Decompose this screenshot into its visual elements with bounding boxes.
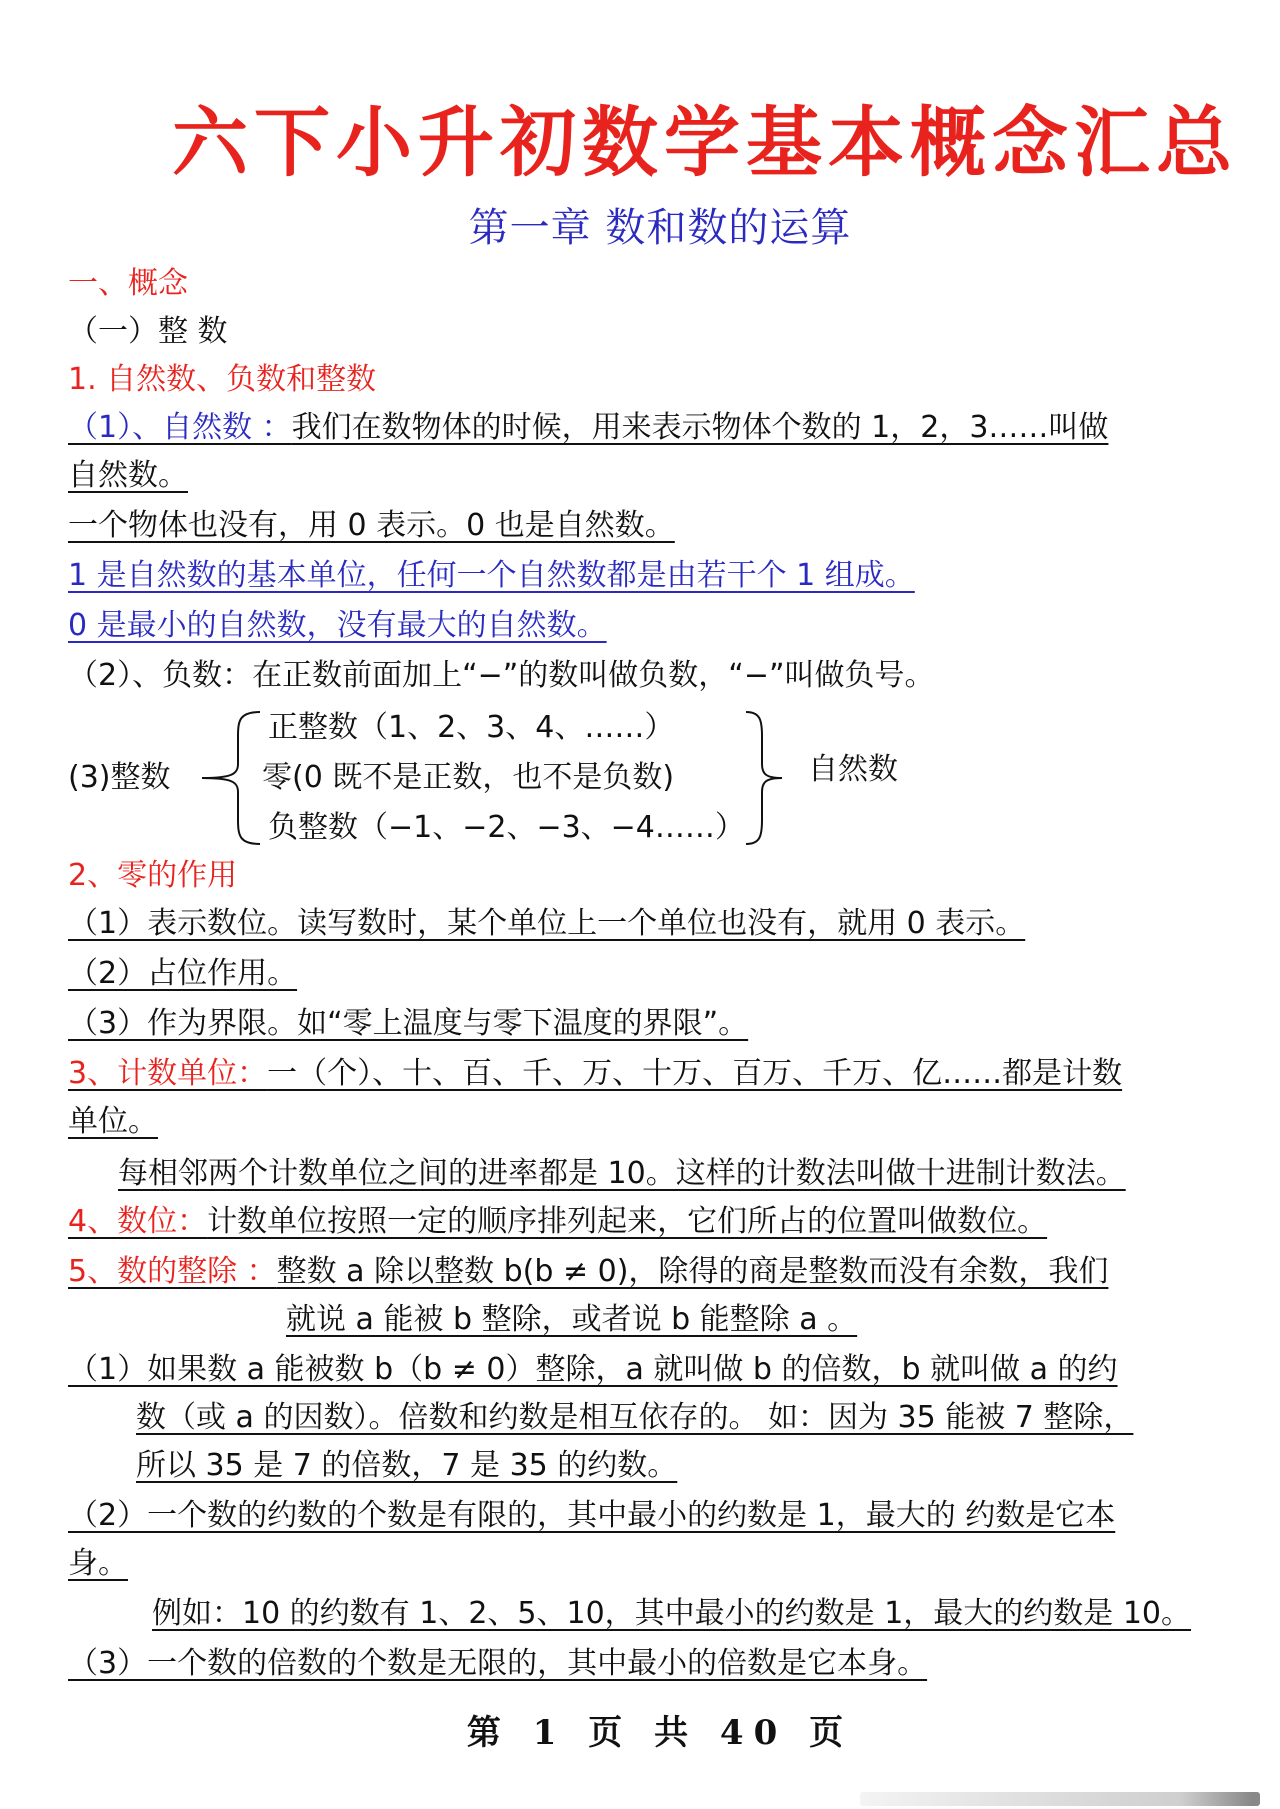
natural-number-text-cont: 自然数。 <box>68 458 188 493</box>
divisibility-text-cont: 就说 a 能被 b 整除，或者说 b 能整除 a 。 <box>286 1302 858 1337</box>
right-brace-icon <box>740 706 800 850</box>
natural-number-note: 自然数 <box>808 752 898 787</box>
zero-role-heading: 2、零的作用 <box>68 858 238 893</box>
multiple-divisor-p1c: 所以 35 是 7 的倍数，7 是 35 的约数。 <box>136 1448 678 1483</box>
page-footer: 第 1 页 共 40 页 <box>466 1713 854 1753</box>
counting-unit-text-cont: 单位。 <box>68 1104 158 1139</box>
natural-number-definition <box>68 408 1228 448</box>
positive-integers: 正整数（1、2、3、4、……） <box>268 710 675 745</box>
chapter-title: 第一章 数和数的运算 <box>468 205 852 251</box>
negative-number-definition: （2）、负数：在正数前面加上“−”的数叫做负数，“−”叫做负号。 <box>68 658 935 693</box>
page-title: 六下小升初数学基本概念汇总 <box>172 98 1238 187</box>
decimal-system-line: 每相邻两个计数单位之间的进率都是 10。这样的计数法叫做十进制计数法。 <box>118 1156 1126 1191</box>
unit-one-line: 1 是自然数的基本单位，任何一个自然数都是由若干个 1 组成。 <box>68 558 915 593</box>
divisor-example: 例如：10 的约数有 1、2、5、10，其中最小的约数是 1，最大的约数是 10。 <box>152 1596 1192 1631</box>
multiple-divisor-p1b: 数（或 a 的因数）。倍数和约数是相互依存的。 如：因为 35 能被 7 整除， <box>136 1400 1134 1435</box>
left-brace-icon <box>180 706 270 850</box>
negative-integers: 负整数（−1、−2、−3、−4……） <box>268 810 745 845</box>
horizontal-scrollbar[interactable] <box>860 1792 1260 1806</box>
natural-number-label: （1）、自然数 ： <box>68 410 292 445</box>
section-heading-concepts: 一、概念 <box>68 266 188 301</box>
divisor-count-p2b: 身。 <box>68 1546 128 1581</box>
min-natural-line: 0 是最小的自然数，没有最大的自然数。 <box>68 608 607 643</box>
zero-integer: 零(0 既不是正数，也不是负数) <box>262 760 675 795</box>
zero-role-3: （3）作为界限。如“零上温度与零下温度的界限”。 <box>68 1006 749 1041</box>
integer-label: (3)整数 <box>68 760 171 795</box>
divisibility-heading: 5、数的整除 ： <box>68 1254 277 1289</box>
zero-natural-line: 一个物体也没有，用 0 表示。0 也是自然数。 <box>68 508 675 543</box>
divisor-count-p2a: （2）一个数的约数的个数是有限的，其中最小的约数是 1，最大的 约数是它本 <box>68 1498 1116 1533</box>
digit-place-text: 计数单位按照一定的顺序排列起来，它们所占的位置叫做数位。 <box>207 1204 1048 1239</box>
multiple-divisor-p1a: （1）如果数 a 能被数 b（b ≠ 0）整除，a 就叫做 b 的倍数，b 就叫做 a 的约 <box>68 1352 1118 1387</box>
counting-unit-text: 一（个）、十、百、千、万、十万、百万、千万、亿……都是计数 <box>267 1056 1123 1091</box>
counting-unit-heading: 3、计数单位： <box>68 1056 268 1091</box>
natural-number-text: 我们在数物体的时候，用来表示物体个数的 1，2，3……叫做 <box>291 410 1109 445</box>
multiple-count-p3: （3）一个数的倍数的个数是无限的，其中最小的倍数是它本身。 <box>68 1646 928 1681</box>
zero-role-1: （1）表示数位。读写数时，某个单位上一个单位也没有，就用 0 表示。 <box>68 906 1026 941</box>
digit-place-heading: 4、数位： <box>68 1204 208 1239</box>
divisibility-definition <box>68 1252 1228 1292</box>
divisibility-text: 整数 a 除以整数 b(b ≠ 0)，除得的商是整数而没有余数，我们 <box>276 1254 1109 1289</box>
digit-place-definition <box>68 1202 1228 1242</box>
subsection-integers: （一）整 数 <box>68 314 228 349</box>
counting-unit-definition <box>68 1054 1228 1094</box>
zero-role-2: （2）占位作用。 <box>68 956 298 991</box>
item-heading-natural-negative-integers: 1. 自然数、负数和整数 <box>68 362 377 397</box>
